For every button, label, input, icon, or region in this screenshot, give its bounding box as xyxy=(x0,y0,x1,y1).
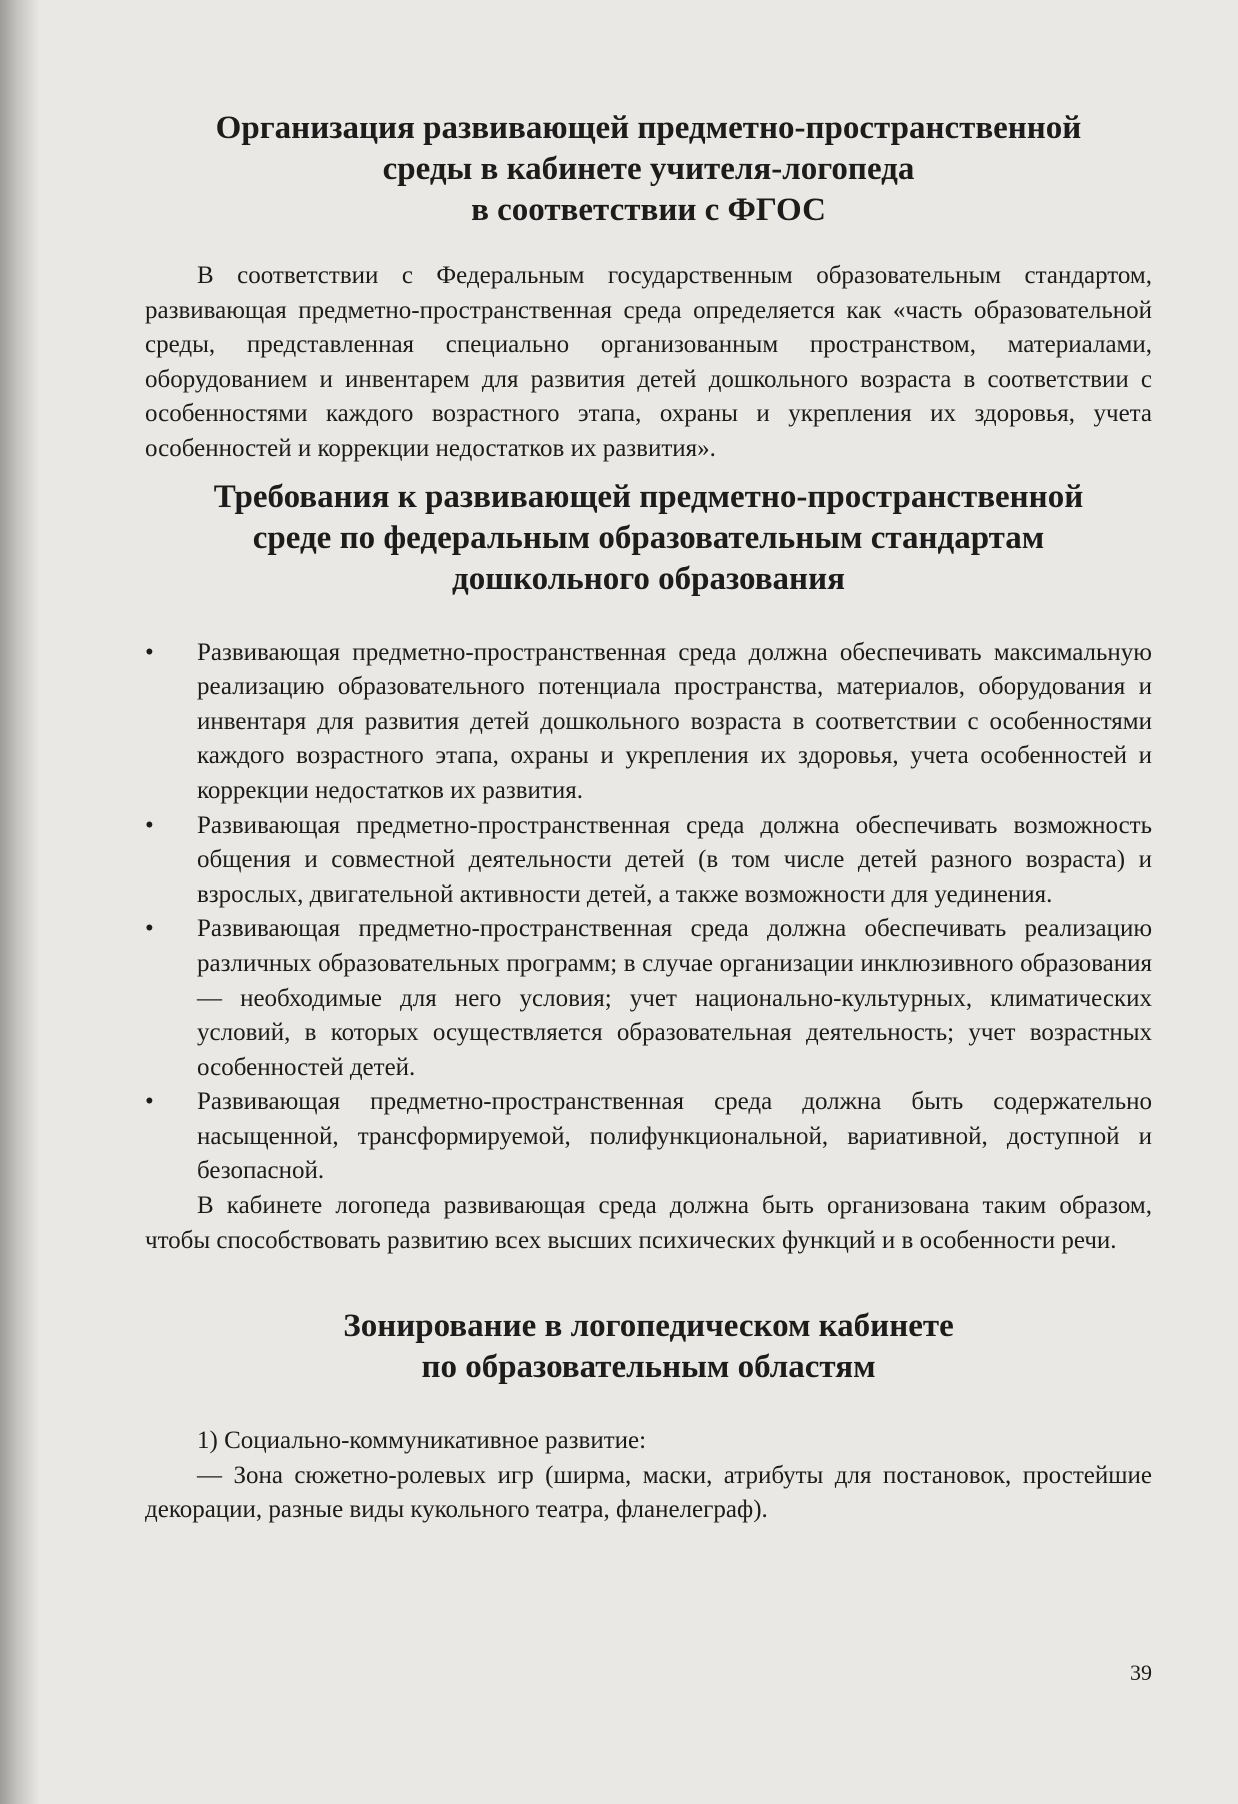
bullet: • xyxy=(145,811,154,839)
bullet: • xyxy=(145,915,154,943)
heading-line: среды в кабинете учителя-логопеда xyxy=(382,151,915,187)
book-spine-shadow xyxy=(0,0,40,1804)
section-heading-2 xyxy=(145,477,1152,600)
heading-line: Организация развивающей предметно-пространственной xyxy=(215,110,1082,146)
heading-organization xyxy=(145,108,1152,231)
list-item xyxy=(145,912,1152,1085)
bullet: • xyxy=(145,1088,154,1116)
list-item xyxy=(145,1085,1152,1189)
intro-paragraph: В соответствии с Федеральным государственным образовательным стандартом, развивающая предметно-пространственная среда определяется как «часть образовательной среды, представленная специально организованным пространством, материалами, оборудованием и инвентарем для развития детей дошкольного возраста в соответствии с особенностями каждого возрастного этапа, охраны и укрепления их здоровья, учета особенностей и коррекции недостатков их развития». xyxy=(145,262,1152,462)
list-item-text: Развивающая предметно-пространственная среда должна обеспечивать максимальную реализацию образовательного потенциала пространства, материалов, оборудования и инвентаря для развития детей дошкольного возраста в соответствии с особенностями каждого возрастного этапа, охраны и укрепления их здоровья, учета особенностей и коррекции недостатков их развития. xyxy=(197,638,1152,804)
list-item-text: Развивающая предметно-пространственная среда должна обеспечивать реализацию различных образовательных программ; в случае организации инклюзивного образования — необходимые для него условия; учет национально-культурных, климатических условий, в которых осуществляется образовательная деятельность; учет возрастных особенностей детей. xyxy=(197,915,1152,1081)
list-item-text: Развивающая предметно-пространственная среда должна быть содержательно насыщенной, трансформируемой, полифункциональной, вариативной, доступной и безопасной. xyxy=(197,1088,1152,1185)
list-item xyxy=(145,809,1152,913)
cabinet-paragraph: В кабинете логопеда развивающая среда должна быть организована таким образом, чтобы способствовать развитию всех высших психических функций и в особенности речи. xyxy=(145,1192,1152,1254)
page-number: 39 xyxy=(1130,1660,1152,1685)
list-item xyxy=(145,636,1152,809)
section-heading-3 xyxy=(145,1306,1152,1388)
zoning-item-1-detail: — Зона сюжетно-ролевых игр (ширма, маски, атрибуты для постановок, простейшие декорации, разные виды кукольного театра, фланелеграф). xyxy=(145,1461,1152,1524)
requirements-list xyxy=(145,636,1152,1190)
zoning-item-1: 1) Социально-коммуникативное развитие: xyxy=(197,1427,647,1455)
heading-line: Зонирование в логопедическом кабинете xyxy=(343,1308,954,1345)
heading-requirements xyxy=(145,477,1152,600)
bullet: • xyxy=(145,638,154,666)
heading-line: Требования к развивающей предметно-пространственной xyxy=(213,478,1084,515)
heading-line: по образовательным областям xyxy=(421,1349,876,1386)
section-heading-1 xyxy=(145,108,1152,231)
heading-line: среде по федеральным образовательным стандартам xyxy=(252,519,1045,556)
heading-line: в соответствии с ФГОС xyxy=(471,192,826,228)
heading-zoning xyxy=(145,1306,1152,1388)
list-item-text: Развивающая предметно-пространственная среда должна обеспечивать возможность общения и совместной деятельности детей (в том числе детей разного возраста) и взрослых, двигательной активности детей, а также возможности для уединения. xyxy=(197,811,1152,908)
heading-line: дошкольного образования xyxy=(452,560,845,597)
page-content xyxy=(145,108,1152,1528)
